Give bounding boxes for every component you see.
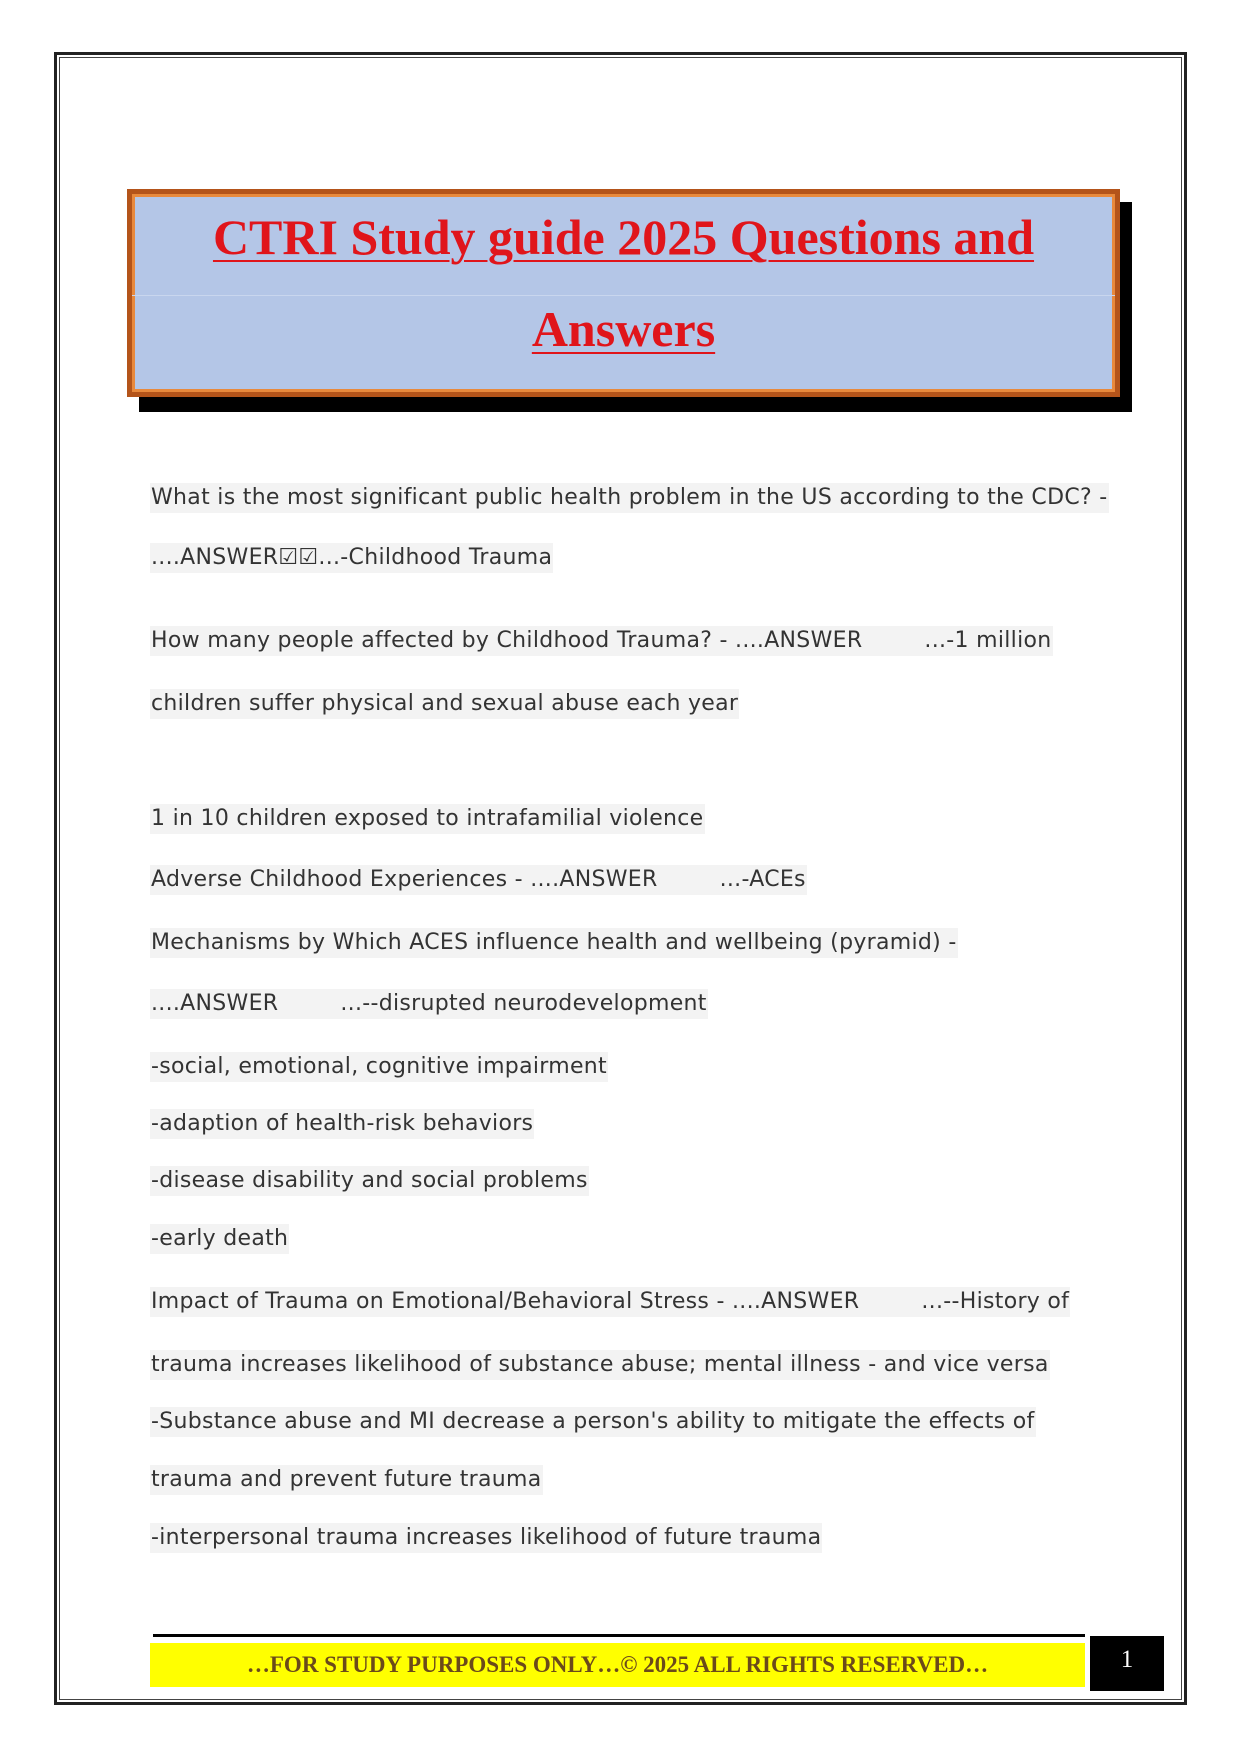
- question-line: Adverse Childhood Experiences - ....ANSWER ...-ACEs: [150, 865, 807, 895]
- answer-line: ....ANSWER ...--disrupted neurodevelopment: [150, 989, 708, 1019]
- question-line: Impact of Trauma on Emotional/Behavioral Stress - ....ANSWER ...--History of: [150, 1287, 1070, 1317]
- answer-line: children suffer physical and sexual abuse each year: [150, 689, 739, 719]
- footer-copyright: …FOR STUDY PURPOSES ONLY…© 2025 ALL RIGHTS RESERVED…: [246, 1652, 989, 1677]
- footer-rule: [153, 1634, 1085, 1637]
- document-title-line-2: Answers: [531, 301, 716, 357]
- document-title-line-1: CTRI Study guide 2025 Questions and: [212, 209, 1035, 265]
- title-box: [127, 189, 1120, 397]
- question-line: How many people affected by Childhood Trauma? - ....ANSWER ...-1 million: [150, 626, 1053, 656]
- answer-line: -Substance abuse and MI decrease a person's ability to mitigate the effects of: [150, 1407, 1036, 1437]
- answer-line: trauma and prevent future trauma: [150, 1465, 543, 1495]
- answer-line: -early death: [150, 1224, 289, 1254]
- answer-line: ....ANSWER☑☑...-Childhood Trauma: [150, 543, 553, 573]
- answer-line: -interpersonal trauma increases likelihood of future trauma: [150, 1523, 822, 1553]
- answer-line: -disease disability and social problems: [150, 1166, 589, 1196]
- answer-line: -adaption of health-risk behaviors: [150, 1109, 534, 1139]
- answer-line: 1 in 10 children exposed to intrafamilial violence: [150, 804, 705, 834]
- answer-line: trauma increases likelihood of substance abuse; mental illness - and vice versa: [150, 1350, 1050, 1380]
- answer-line: -social, emotional, cognitive impairment: [150, 1052, 608, 1082]
- title-box-divider: [132, 295, 1115, 296]
- page-number: 1: [1090, 1636, 1164, 1691]
- question-line: What is the most significant public health problem in the US according to the CDC? -: [150, 483, 1109, 513]
- question-line: Mechanisms by Which ACES influence health and wellbeing (pyramid) -: [150, 928, 958, 958]
